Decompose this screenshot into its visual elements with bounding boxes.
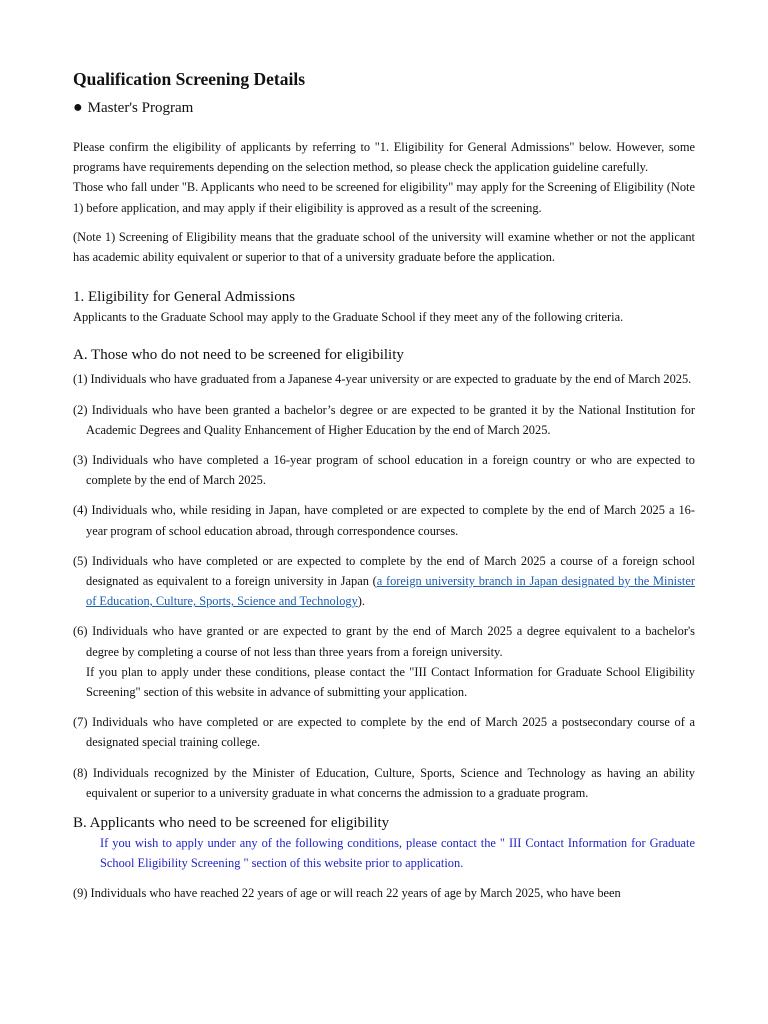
section-1-text: Applicants to the Graduate School may apply to the Graduate School if they meet any of the following criteria.	[73, 310, 624, 325]
list-item-5-text: (5) Individuals who have completed or are expected to complete by the end of March 2025 a course of a foreign school designated as equivalent to a foreign university in Japan (	[73, 553, 695, 589]
list-item-6-contact-note: If you plan to apply under these conditions, please contact the "III Contact Information for Graduate School Eligibility Screening" section of this website in advance of submitting your application.	[86, 664, 695, 700]
bullet-icon: ●	[73, 99, 83, 116]
list-item-5	[73, 551, 695, 612]
list-item-6	[73, 621, 695, 702]
list-item-4: (4) Individuals who, while residing in Japan, have completed or are expected to complete by the end of March 2025 a 16-year program of school education abroad, through correspondence courses.	[73, 503, 695, 538]
list-item-1: (1) Individuals who have graduated from a Japanese 4-year university or are expected to graduate by the end of March 2025.	[73, 372, 692, 387]
section-b-heading: B. Applicants who need to be screened for eligibility	[73, 815, 390, 832]
list-item-5-end: ).	[357, 594, 366, 609]
list-item-8: (8) Individuals recognized by the Minister of Education, Culture, Sports, Science and Technology as having an ability equivalent or superior to a university graduate in what concerns the admission to a graduate program.	[73, 765, 695, 800]
intro-paragraph-1: Please confirm the eligibility of applicants by referring to "1. Eligibility for General Admissions" below. However, some programs have requirements depending on the selection method, so please check the application guideline carefully.	[73, 140, 695, 175]
foreign-university-branch-link[interactable]: a foreign university branch in Japan designated by the Minister of Education, Culture, Sports, Science and Technology	[86, 574, 695, 609]
program-label: Master's Program	[87, 100, 194, 116]
list-item-7: (7) Individuals who have completed or are expected to complete by the end of March 2025 a postsecondary course of a designated special training college.	[73, 715, 695, 750]
list-item-2: (2) Individuals who have been granted a bachelor’s degree or are expected to be granted it by the National Institution for Academic Degrees and Quality Enhancement of Higher Education by the end of March 2025.	[73, 402, 695, 437]
section-1-heading: 1. Eligibility for General Admissions	[73, 289, 296, 306]
list-item-3: (3) Individuals who have completed a 16-year program of school education in a foreign country or who are expected to complete by the end of March 2025.	[73, 453, 695, 488]
program-heading	[73, 98, 695, 118]
intro-paragraph-2: Those who fall under "B. Applicants who need to be screened for eligibility" may apply for the Screening of Eligibility (Note 1) before application, and may apply if their eligibility is approved as a result of the screening.	[73, 180, 695, 215]
list-item-6-text: (6) Individuals who have granted or are expected to grant by the end of March 2025 a degree equivalent to a bachelor's degree by completing a course of not less than three years from a foreign university.	[73, 624, 695, 659]
page-title: Qualification Screening Details	[73, 69, 306, 89]
list-item-9: (9) Individuals who have reached 22 years of age or will reach 22 years of age by March 2025, who have been	[73, 886, 621, 901]
section-b-contact-note: If you wish to apply under any of the following conditions, please contact the " III Contact Information for Graduate School Eligibility Screening " section of this website prior to application.	[100, 836, 695, 871]
intro-note: (Note 1) Screening of Eligibility means that the graduate school of the university will examine whether or not the applicant has academic ability equivalent or superior to that of a university graduate before the application.	[73, 229, 695, 265]
section-a-list	[73, 369, 695, 803]
section-a-heading: A. Those who do not need to be screened for eligibility	[73, 347, 404, 364]
